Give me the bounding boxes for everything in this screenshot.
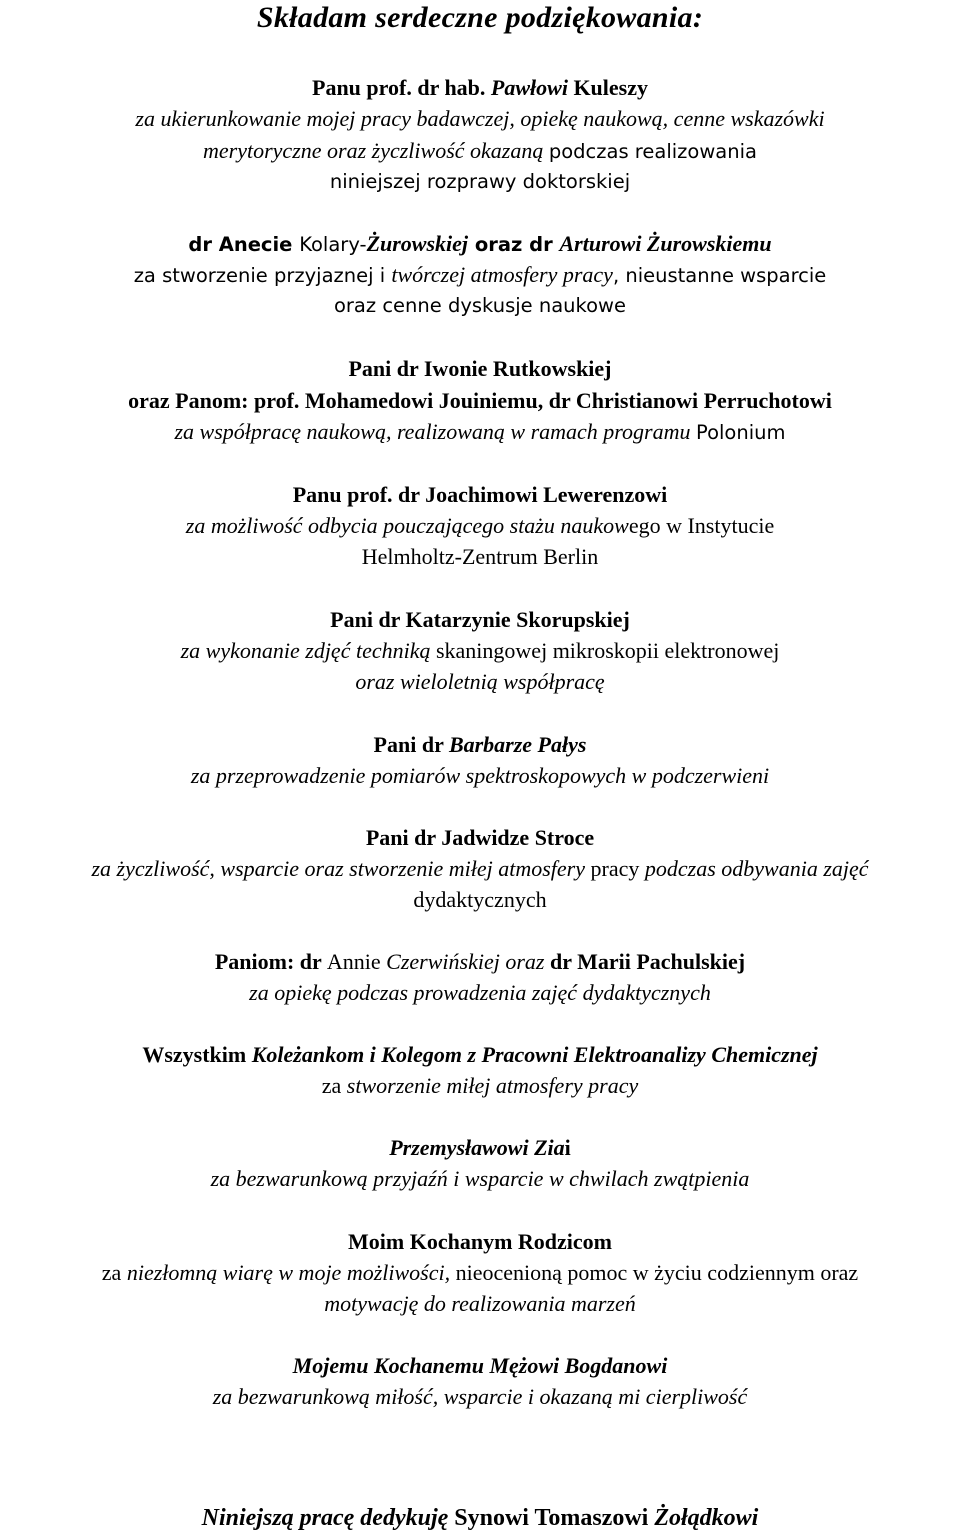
entry-8-name: Paniom: dr Annie Czerwińskiej oraz dr Marii Pachulskiej <box>214 949 746 974</box>
entry-5-line-1: za wykonanie zdjęć techniką skaningowej mikroskopii elektronowej <box>180 638 780 663</box>
page-title: Składam serdeczne podziękowania: <box>256 1 704 34</box>
entry-10-line-1: za bezwarunkową przyjaźń i wsparcie w chwilach zwątpienia <box>210 1166 750 1191</box>
entry-1-name: Panu prof. dr hab. Pawłowi Kuleszy <box>312 75 648 100</box>
entry-3-line-2: za współpracę naukową, realizowaną w ramach programu Polonium <box>174 419 786 444</box>
dedication: Niniejszą pracę dedykuję Synowi Tomaszowi Żołądkowi <box>201 1505 759 1531</box>
entry-7-line-1: za życzliwość, wsparcie oraz stworzenie miłej atmosfery pracy podczas odbywania zajęć <box>91 856 869 881</box>
entry-7-line-2: dydaktycznych <box>413 887 547 912</box>
entry-2-name: dr Anecie Kolary-Żurowskiej oraz dr Arturowi Żurowskiemu <box>188 231 772 256</box>
entry-1-line-1: za ukierunkowanie mojej pracy badawczej, opiekę naukową, cenne wskazówki <box>135 106 825 131</box>
entry-9-line-1: za stworzenie miłej atmosfery pracy <box>321 1073 639 1098</box>
entry-4-line-1: za możliwość odbycia pouczającego stażu naukowego w Instytucie <box>185 513 775 538</box>
entry-10-name: Przemysławowi Ziai <box>389 1135 571 1160</box>
entry-7-name: Pani dr Jadwidze Stroce <box>365 825 595 850</box>
entry-2-line-1: za stworzenie przyjaznej i twórczej atmosfery pracy, nieustanne wsparcie <box>133 262 827 287</box>
entry-1-line-3: niniejszej rozprawy doktorskiej <box>329 170 631 193</box>
entry-4-name: Panu prof. dr Joachimowi Lewerenzowi <box>292 482 668 507</box>
entry-8-line-1: za opiekę podczas prowadzenia zajęć dydaktycznych <box>249 980 711 1005</box>
entry-12-line-1: za bezwarunkową miłość, wsparcie i okazaną mi cierpliwość <box>212 1384 748 1409</box>
entry-3-line-1: oraz Panom: prof. Mohamedowi Jouiniemu, dr Christianowi Perruchotowi <box>128 388 832 413</box>
entry-12-name: Mojemu Kochanemu Mężowi Bogdanowi <box>292 1353 668 1378</box>
entry-11-line-2: motywację do realizowania marzeń <box>324 1291 636 1316</box>
entry-9-name: Wszystkim Koleżankom i Kolegom z Pracowni Elektroanalizy Chemicznej <box>142 1042 818 1067</box>
entry-11-line-1: za niezłomną wiarę w moje możliwości, nieocenioną pomoc w życiu codziennym oraz <box>101 1260 859 1285</box>
entry-6-line-1: za przeprowadzenie pomiarów spektroskopowych w podczerwieni <box>190 763 770 788</box>
entry-11-name: Moim Kochanym Rodzicom <box>348 1229 612 1254</box>
entry-2-line-2: oraz cenne dyskusje naukowe <box>333 294 626 317</box>
entry-4-line-2: Helmholtz-Zentrum Berlin <box>361 544 599 569</box>
entry-5-line-2: oraz wieloletnią współpracę <box>355 669 605 694</box>
entry-5-name: Pani dr Katarzynie Skorupskiej <box>330 607 630 632</box>
entry-3-name: Pani dr Iwonie Rutkowskiej <box>348 356 612 381</box>
entry-1-line-2: merytoryczne oraz życzliwość okazaną podczas realizowania <box>203 138 757 163</box>
entry-6-name: Pani dr Barbarze Pałys <box>373 732 587 757</box>
